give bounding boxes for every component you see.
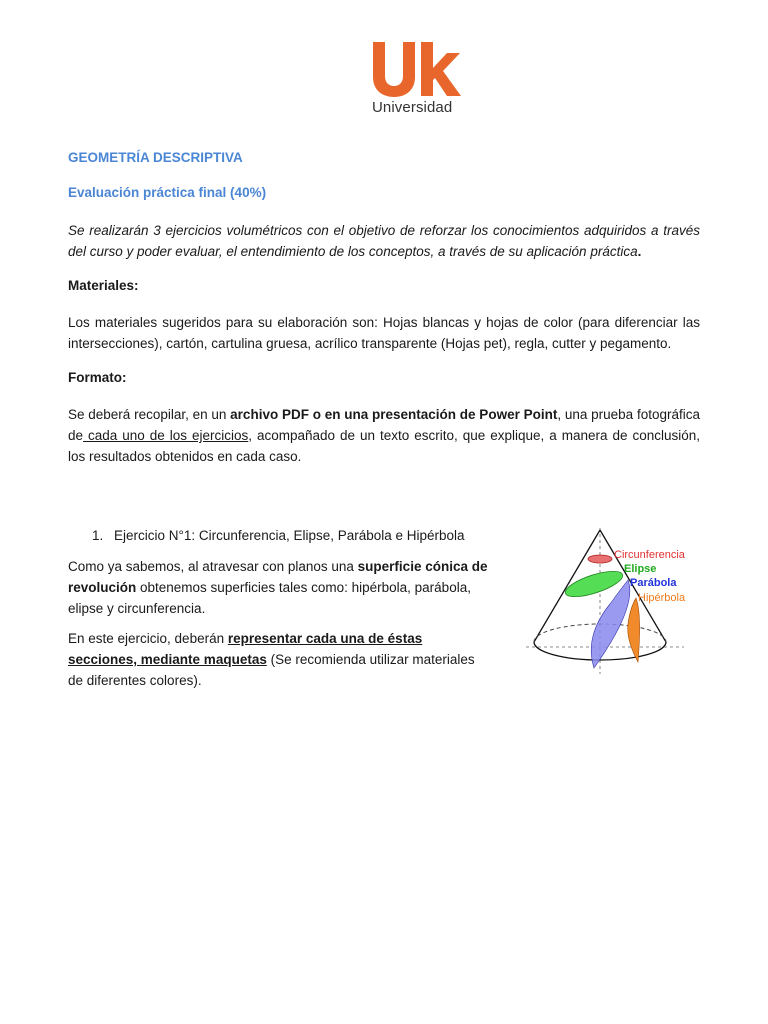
circle-section	[588, 555, 612, 563]
evaluation-title: Evaluación práctica final (40%)	[68, 185, 267, 200]
format-text-1: Se deberá recopilar, en un	[68, 407, 231, 422]
label-hiperbola: Hipérbola	[638, 592, 686, 604]
ex1-p2-text-2: (Se recomienda utilizar materiales de diferentes colores).	[68, 652, 475, 688]
format-heading: Formato:	[68, 370, 127, 385]
exercise-1-heading	[92, 528, 465, 543]
ex1-p1-text-1: Como ya sabemos, al atravesar con planos una	[68, 559, 358, 574]
university-logo	[371, 40, 461, 116]
logo-wordmark: Universidad	[372, 99, 453, 116]
materials-paragraph: Los materiales sugeridos para su elaboración son: Hojas blancas y hojas de color (para diferenciar las intersecciones), cartón, cartulina gruesa, acrílico transparente (Hojas pet), regla, cutter y pegamento.	[68, 315, 700, 351]
format-paragraph	[68, 404, 700, 467]
intro-end: .	[637, 244, 642, 259]
exercise-1-paragraph-2	[68, 628, 493, 691]
ex1-p2-bold-underline: representar cada una de éstas secciones, mediante maquetas	[68, 631, 423, 667]
format-text-2: , una prueba fotográfica de	[68, 407, 700, 443]
intro-text: Se realizarán 3 ejercicios volumétricos con el objetivo de reforzar los conocimientos adquiridos a través del curso y poder evaluar, el entendimiento de los conceptos, a través de su aplicación práctica	[68, 223, 700, 259]
materials-heading: Materiales:	[68, 278, 139, 293]
label-circunferencia: Circunferencia	[614, 549, 685, 561]
format-underline-1: cada uno de los ejercicios	[83, 428, 249, 443]
exercise-1-paragraph-1	[68, 556, 493, 619]
hyperbola-section	[628, 598, 640, 662]
parabola-section	[591, 580, 630, 668]
label-elipse: Elipse	[624, 563, 657, 575]
ex1-p1-bold-1: superficie cónica de revolución	[68, 559, 488, 595]
course-title: GEOMETRÍA DESCRIPTIVA	[68, 150, 243, 165]
ex1-p1-text-2: obtenemos superficies tales como: hipérbola, parábola, elipse y circunferencia.	[68, 580, 471, 616]
label-parabola: Parábola	[630, 577, 677, 589]
uk-logo-mark-icon	[371, 40, 461, 98]
exercise-1-title: Ejercicio N°1: Circunferencia, Elipse, Parábola e Hipérbola	[114, 528, 465, 543]
format-text-3: , acompañado de un texto escrito, que explique, a manera de conclusión, los resultados obtenidos en cada caso.	[68, 428, 700, 464]
list-number: 1.	[92, 528, 104, 543]
intro-paragraph	[68, 220, 700, 262]
conic-sections-figure	[524, 526, 694, 676]
ex1-p2-text-1: En este ejercicio, deberán	[68, 631, 228, 646]
format-bold-1: archivo PDF o en una presentación de Power Point	[230, 407, 558, 422]
